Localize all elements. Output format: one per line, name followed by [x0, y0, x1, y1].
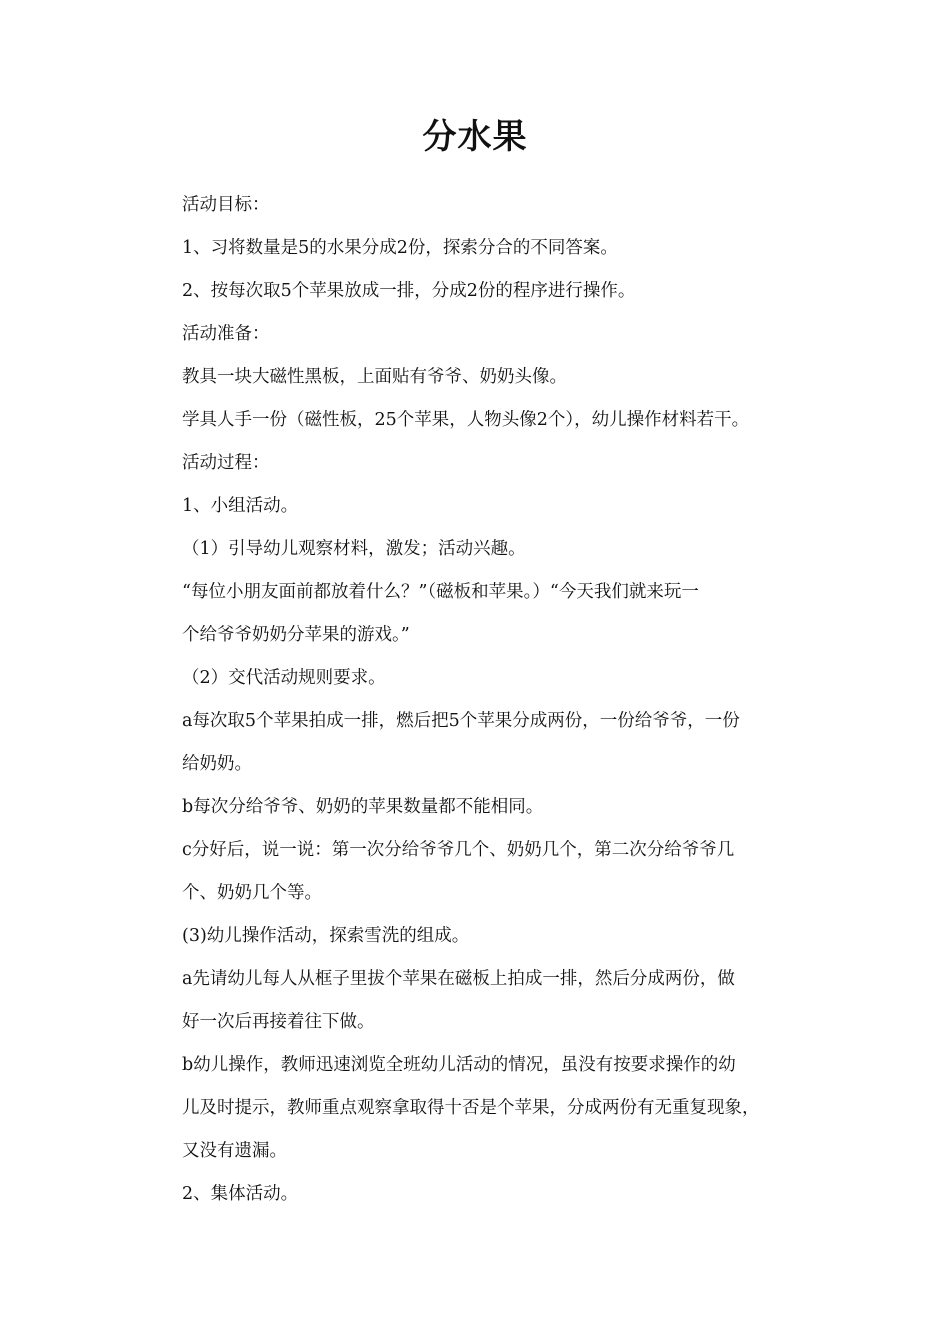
section-heading-goals: 活动目标：	[182, 195, 270, 215]
paragraph-line: 2、集体活动。	[182, 1184, 299, 1204]
paragraph-line: 学具人手一份（磁性板，25个苹果，人物头像2个），幼儿操作材料若干。	[182, 410, 750, 430]
paragraph-line: b幼儿操作，教师迅速浏览全班幼儿活动的情况，虽没有按要求操作的幼	[182, 1055, 736, 1075]
section-heading-preparation: 活动准备：	[182, 324, 270, 344]
paragraph-line: 1、小组活动。	[182, 496, 299, 516]
paragraph-line: (3)幼儿操作活动，探索雪洗的组成。	[182, 926, 470, 946]
paragraph-line: 2、按每次取5个苹果放成一排，分成2份的程序进行操作。	[182, 281, 636, 301]
paragraph-line: a每次取5个苹果拍成一排，燃后把5个苹果分成两份，一份给爷爷，一份	[182, 711, 740, 731]
paragraph-line: 又没有遗漏。	[182, 1141, 287, 1161]
paragraph-line: a先请幼儿每人从框子里拔个苹果在磁板上拍成一排，然后分成两份，做	[182, 969, 735, 989]
paragraph-line: “每位小朋友面前都放着什么？”（磁板和苹果。）“今天我们就来玩一	[182, 582, 699, 602]
paragraph-line: 儿及时提示，教师重点观察拿取得十否是个苹果，分成两份有无重复现象，	[182, 1098, 760, 1118]
paragraph-line: 好一次后再接着往下做。	[182, 1012, 375, 1032]
paragraph-line: 给奶奶。	[182, 754, 252, 774]
page-title: 分水果	[422, 117, 528, 157]
paragraph-line: b每次分给爷爷、奶奶的苹果数量都不能相同。	[182, 797, 544, 817]
paragraph-line: （2）交代活动规则要求。	[182, 668, 386, 688]
paragraph-line: 个给爷爷奶奶分苹果的游戏。”	[182, 625, 410, 645]
paragraph-line: 个、奶奶几个等。	[182, 883, 322, 903]
paragraph-line: 教具一块大磁性黑板，上面贴有爷爷、奶奶头像。	[182, 367, 567, 387]
paragraph-line: 1、习将数量是5的水果分成2份，探索分合的不同答案。	[182, 238, 618, 258]
paragraph-line: c分好后，说一说：第一次分给爷爷几个、奶奶几个，第二次分给爷爷几	[182, 840, 735, 860]
paragraph-line: （1）引导幼儿观察材料，激发；活动兴趣。	[182, 539, 526, 559]
section-heading-process: 活动过程：	[182, 453, 270, 473]
